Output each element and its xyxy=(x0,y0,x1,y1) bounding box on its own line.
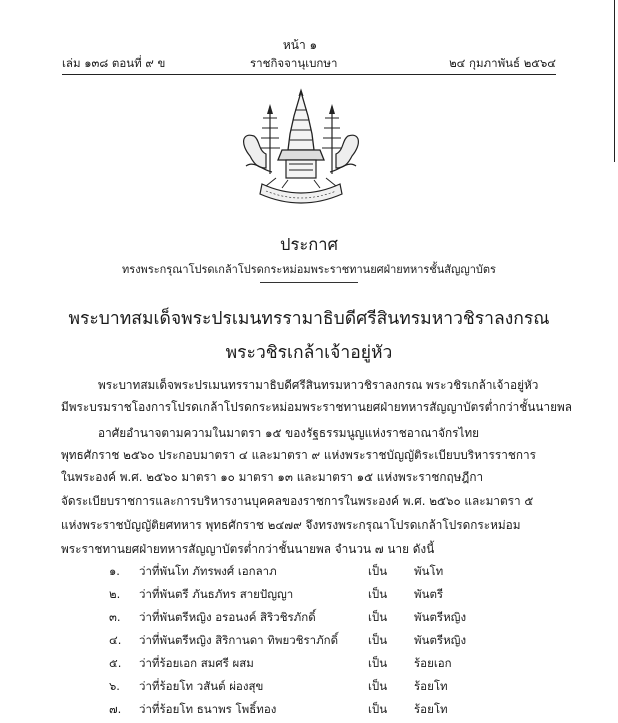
to-be-label: เป็น xyxy=(368,587,388,601)
to-be-label: เป็น xyxy=(368,610,388,624)
new-rank: ร้อยเอก xyxy=(414,656,452,670)
item-number: ๖. xyxy=(109,679,120,693)
officer-name: ว่าที่พันตรี ภันธภัทร สายปัญญา xyxy=(139,587,294,601)
promotion-row xyxy=(0,586,618,604)
promotion-row xyxy=(0,563,618,581)
promotion-row xyxy=(0,701,618,719)
promotion-row xyxy=(0,678,618,696)
body-text-line: พระราชทานยศฝ่ายทหารสัญญาบัตรต่ำกว่าชั้นนายพล จำนวน ๗ นาย ดังนี้ xyxy=(61,542,435,556)
publication-name: ราชกิจจานุเบกษา xyxy=(250,56,338,70)
gazette-header xyxy=(62,55,556,73)
body-text-line: แห่งพระราชบัญญัติยศทหาร พุทธศักราช ๒๔๗๙ จึงทรงพระกรุณาโปรดเกล้าโปรดกระหม่อม xyxy=(61,518,521,532)
body-text-line: จัดระเบียบราชการและการบริหารงานบุคคลของราชการในพระองค์ พ.ศ. ๒๕๖๐ และมาตรา ๕ xyxy=(61,494,534,508)
officer-name: ว่าที่ร้อยโท ธนาพร โพธิ์ทอง xyxy=(139,702,277,716)
new-rank: พันตรีหญิง xyxy=(414,610,467,624)
promotion-row xyxy=(0,609,618,627)
body-text-line: มีพระบรมราชโองการโปรดเกล้าโปรดกระหม่อมพระราชทานยศฝ่ายทหารสัญญาบัตรต่ำกว่าชั้นนายพล xyxy=(61,400,572,414)
to-be-label: เป็น xyxy=(368,702,388,716)
new-rank: พันตรี xyxy=(414,587,444,601)
officer-name: ว่าที่พันตรีหญิง อรอนงค์ สิริวชิรภักดิ์ xyxy=(139,610,316,624)
officer-name: ว่าที่ร้อยเอก สมศรี ผสม xyxy=(139,656,254,670)
officer-name: ว่าที่ร้อยโท วสันต์ ผ่องสุข xyxy=(139,679,264,693)
new-rank: ร้อยโท xyxy=(414,679,448,693)
title-divider xyxy=(260,282,358,283)
king-name-line2: พระวชิรเกล้าเจ้าอยู่หัว xyxy=(225,343,393,363)
king-name-line1: พระบาทสมเด็จพระปรเมนทรรามาธิบดีศรีสินทรมหาวชิราลงกรณ xyxy=(68,309,550,329)
item-number: ๑. xyxy=(109,564,120,578)
new-rank: พันโท xyxy=(414,564,444,578)
to-be-label: เป็น xyxy=(368,679,388,693)
new-rank: พันตรีหญิง xyxy=(414,633,467,647)
announcement-subtitle: ทรงพระกรุณาโปรดเกล้าโปรดกระหม่อมพระราชทานยศฝ่ายทหารชั้นสัญญาบัตร xyxy=(122,263,496,276)
to-be-label: เป็น xyxy=(368,656,388,670)
announcement-title: ประกาศ xyxy=(280,235,338,254)
royal-garuda-emblem-icon xyxy=(236,88,366,208)
to-be-label: เป็น xyxy=(368,633,388,647)
item-number: ๓. xyxy=(109,610,121,624)
body-text-line: อาศัยอำนาจตามความในมาตรา ๑๕ ของรัฐธรรมนูญแห่งราชอาณาจักรไทย xyxy=(98,426,480,440)
margin-rule xyxy=(614,0,615,162)
officer-name: ว่าที่พันตรีหญิง สิริกานดา ทิพยวชิราภักดิ์ xyxy=(139,633,339,647)
officer-name: ว่าที่พันโท ภัทรพงศ์ เอกลาภ xyxy=(139,564,277,578)
page-number: หน้า ๑ xyxy=(282,38,318,52)
item-number: ๕. xyxy=(109,656,122,670)
new-rank: ร้อยโท xyxy=(414,702,448,716)
volume-issue: เล่ม ๑๓๘ ตอนที่ ๙ ข xyxy=(62,56,166,70)
body-text-line: พระบาทสมเด็จพระปรเมนทรรามาธิบดีศรีสินทรมหาวชิราลงกรณ พระวชิรเกล้าเจ้าอยู่หัว xyxy=(98,378,539,392)
body-text-line: พุทธศักราช ๒๕๖๐ ประกอบมาตรา ๔ และมาตรา ๙ แห่งพระราชบัญญัติระเบียบบริหารราชการ xyxy=(61,448,536,462)
promotion-row xyxy=(0,655,618,673)
promotion-row xyxy=(0,632,618,650)
to-be-label: เป็น xyxy=(368,564,388,578)
publication-date: ๒๔ กุมภาพันธ์ ๒๕๖๔ xyxy=(449,56,556,70)
header-divider xyxy=(62,74,556,75)
body-text-line: ในพระองค์ พ.ศ. ๒๕๖๐ มาตรา ๑๐ มาตรา ๑๓ และมาตรา ๑๕ แห่งพระราชกฤษฎีกา xyxy=(61,470,484,484)
item-number: ๒. xyxy=(109,587,121,601)
item-number: ๔. xyxy=(109,633,122,647)
item-number: ๗. xyxy=(109,702,122,716)
